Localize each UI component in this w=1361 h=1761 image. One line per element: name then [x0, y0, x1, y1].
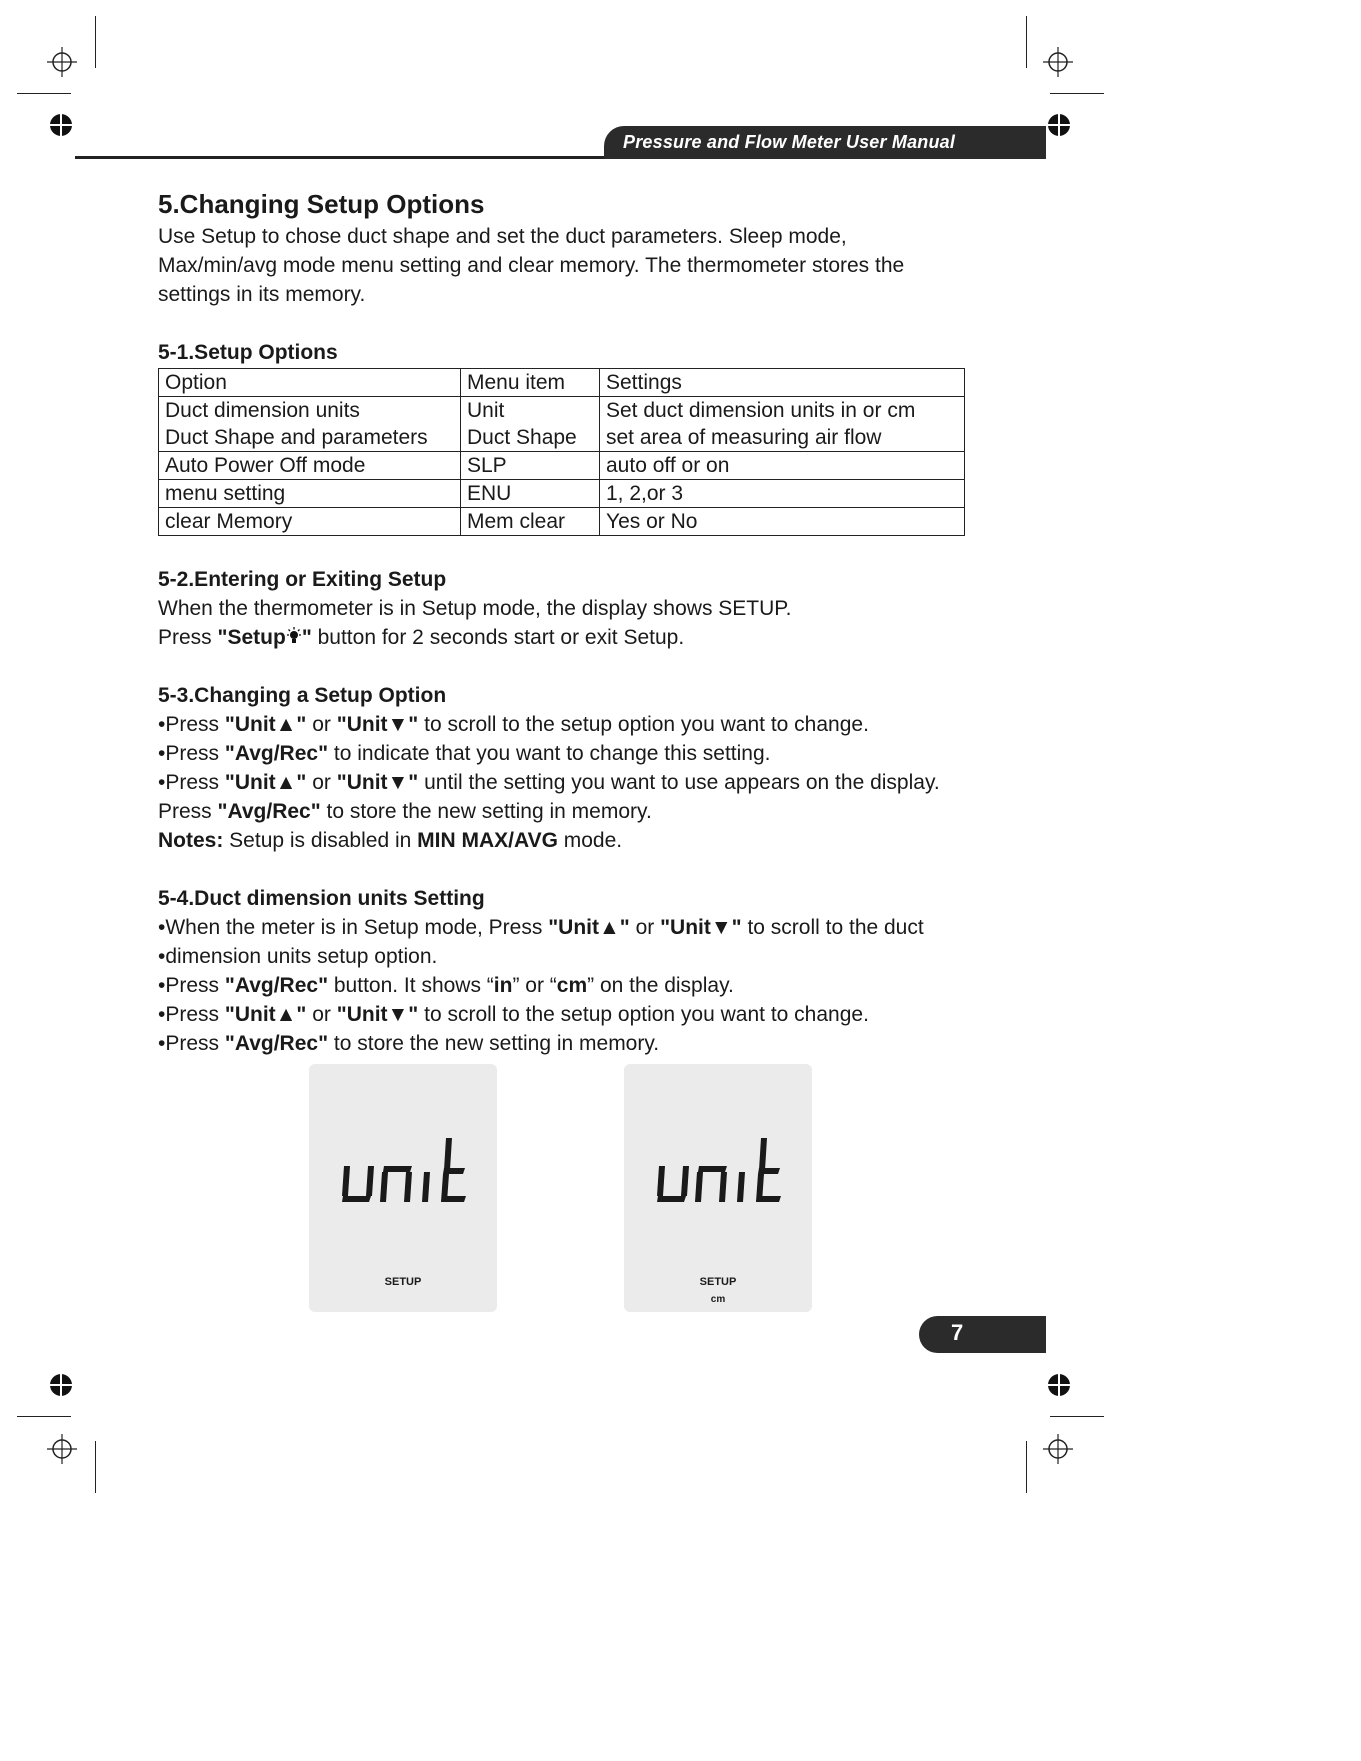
registration-dot-icon [1048, 114, 1070, 136]
text-run: mode. [557, 829, 623, 852]
table-cell: Duct Shape [461, 424, 600, 452]
text-run: to scroll to the setup option you want to change. [418, 713, 869, 736]
table-cell: clear Memory [159, 508, 461, 536]
text-run: to indicate that you want to change this setting. [328, 742, 771, 765]
lcd-unit-label: cm [710, 1294, 726, 1305]
text-run: button for 2 seconds start or exit Setup. [311, 626, 685, 649]
intro-line: settings in its memory. [158, 283, 366, 306]
text-run: •Press [158, 713, 225, 736]
table-cell: Duct dimension units [159, 397, 461, 425]
key-label: "Avg/Rec" [224, 1032, 329, 1055]
lcd-display [309, 1064, 497, 1312]
table-row [159, 508, 965, 536]
lcd-digits [624, 1136, 812, 1211]
page-number-tab [919, 1316, 1046, 1353]
section-5-4-title: 5-4.Duct dimension units Setting [158, 887, 485, 910]
text-run: or [306, 713, 337, 736]
text-run: to scroll to the setup option you want to change. [418, 1003, 869, 1026]
text-run: Press [158, 626, 218, 649]
text-run: or [306, 771, 337, 794]
text-run: until the setting you want to use appears on the display. [418, 771, 940, 794]
key-label: "Unit▼" [336, 771, 419, 794]
text-run: ” on the display. [587, 974, 734, 997]
table-cell: Set duct dimension units in or cm [600, 397, 965, 425]
key-label: in [493, 974, 513, 997]
registration-mark-icon [47, 1434, 77, 1464]
section-5-title: 5.Changing Setup Options [158, 189, 485, 219]
registration-dot-icon [1048, 1374, 1070, 1396]
list-item [158, 1000, 988, 1029]
key-label: cm [556, 974, 588, 997]
registration-mark-icon [1043, 47, 1073, 77]
seven-segment-digits-icon [653, 1136, 783, 1206]
key-label: "Unit▼" [336, 713, 419, 736]
lcd-display [624, 1064, 812, 1312]
table-cell: 1, 2,or 3 [600, 480, 965, 508]
table-cell: auto off or on [600, 452, 965, 480]
text-run: Setup is disabled in [223, 829, 418, 852]
text-run: ” or “ [512, 974, 557, 997]
list-item [158, 710, 988, 739]
table-cell: Unit [461, 397, 600, 425]
intro-line: Use Setup to chose duct shape and set the duct parameters. Sleep mode, [158, 225, 847, 248]
table-cell: Mem clear [461, 508, 600, 536]
list-item [158, 971, 988, 1000]
notes-line [158, 826, 988, 855]
section-5-1-title: 5-1.Setup Options [158, 341, 338, 364]
text-run: to store the new setting in memory. [328, 1032, 660, 1055]
text-run: •When the meter is in Setup mode, Press [158, 916, 549, 939]
text-run: to scroll to the duct [741, 916, 924, 939]
table-row [159, 452, 965, 480]
list-item [158, 739, 988, 768]
notes-label: Notes: [158, 829, 224, 852]
text-run: •Press [158, 1032, 225, 1055]
table-header-cell: Settings [600, 369, 965, 397]
header-title: Pressure and Flow Meter User Manual [623, 132, 956, 152]
light-bulb-icon [286, 627, 302, 647]
page-content [158, 186, 988, 1058]
text-run: Press [158, 800, 218, 823]
table-header-cell: Option [159, 369, 461, 397]
key-label: "Unit▼" [660, 916, 742, 939]
key-label: "Setup [217, 626, 286, 649]
key-label: MIN MAX/AVG [417, 829, 558, 852]
text-run: •Press [158, 1003, 225, 1026]
text-run: to store the new setting in memory. [320, 800, 652, 823]
key-label: "Unit▲" [224, 713, 307, 736]
text-run: •Press [158, 742, 225, 765]
list-item [158, 913, 988, 942]
page-number: 7 [951, 1320, 964, 1345]
table-row [159, 397, 965, 425]
table-row [159, 424, 965, 452]
list-item [158, 768, 988, 797]
key-label: "Avg/Rec" [224, 974, 329, 997]
section-5-3-title: 5-3.Changing a Setup Option [158, 684, 447, 707]
list-item [158, 797, 988, 826]
list-item: •dimension units setup option. [158, 945, 438, 968]
text-run: or [629, 916, 661, 939]
registration-mark-icon [47, 47, 77, 77]
table-row [159, 480, 965, 508]
section-5-2-title: 5-2.Entering or Exiting Setup [158, 568, 447, 591]
text-run: •Press [158, 771, 225, 794]
registration-dot-icon [50, 114, 72, 136]
setup-press-text [158, 623, 988, 652]
lcd-setup-label: SETUP [699, 1276, 737, 1288]
table-cell: set area of measuring air flow [600, 424, 965, 452]
intro-line: Max/min/avg mode menu setting and clear memory. The thermometer stores the [158, 254, 905, 277]
lcd-setup-label: SETUP [384, 1276, 422, 1288]
key-label: "Unit▲" [224, 771, 307, 794]
table-header-row [159, 369, 965, 397]
key-label: "Unit▲" [548, 916, 630, 939]
table-cell: Duct Shape and parameters [159, 424, 461, 452]
table-cell: Yes or No [600, 508, 965, 536]
table-cell: menu setting [159, 480, 461, 508]
lcd-digits [309, 1136, 497, 1211]
text-run: •Press [158, 974, 225, 997]
registration-dot-icon [50, 1374, 72, 1396]
text-run: or [306, 1003, 337, 1026]
setup-mode-text: When the thermometer is in Setup mode, the display shows SETUP. [158, 597, 792, 620]
key-label: "Unit▲" [224, 1003, 307, 1026]
key-label: " [301, 626, 312, 649]
key-label: "Unit▼" [336, 1003, 419, 1026]
table-cell: Auto Power Off mode [159, 452, 461, 480]
table-cell: ENU [461, 480, 600, 508]
setup-options-table [158, 368, 965, 536]
list-item [158, 1029, 988, 1058]
key-label: "Avg/Rec" [224, 742, 329, 765]
table-cell: SLP [461, 452, 600, 480]
registration-mark-icon [1043, 1434, 1073, 1464]
text-run: button. It shows “ [328, 974, 494, 997]
key-label: "Avg/Rec" [217, 800, 321, 823]
table-header-cell: Menu item [461, 369, 600, 397]
seven-segment-digits-icon [338, 1136, 468, 1206]
